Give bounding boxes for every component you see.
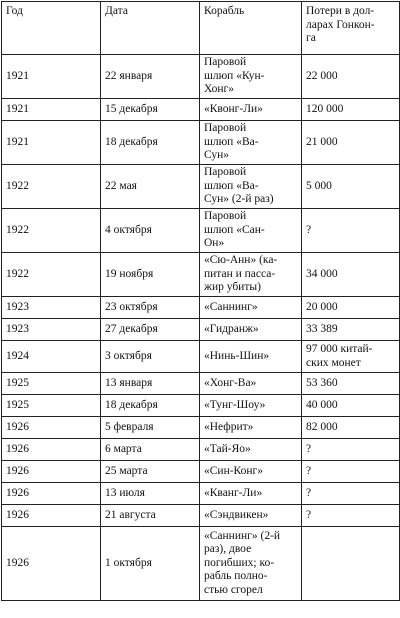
cell-ship: «Кванг-Ли» [200, 483, 302, 505]
table-row [2, 253, 400, 297]
cell-ship: «Тунг-Шоу» [200, 395, 302, 417]
cell-year: 1926 [2, 461, 101, 483]
piracy-losses-table [1, 1, 400, 601]
cell-date: 21 августа [101, 505, 200, 527]
cell-year: 1922 [2, 209, 101, 253]
cell-date: 22 января [101, 55, 200, 99]
table-row [2, 527, 400, 601]
cell-loss: 20 000 [302, 297, 400, 319]
cell-date: 27 декабря [101, 319, 200, 341]
cell-date: 25 марта [101, 461, 200, 483]
cell-year: 1926 [2, 417, 101, 439]
cell-ship: «Саннинг» [200, 297, 302, 319]
cell-year: 1925 [2, 395, 101, 417]
cell-loss: ? [302, 209, 400, 253]
cell-date: 15 декабря [101, 99, 200, 121]
cell-year: 1925 [2, 373, 101, 395]
table-row [2, 55, 400, 99]
cell-ship: «Хонг-Ва» [200, 373, 302, 395]
cell-year: 1923 [2, 297, 101, 319]
cell-loss: ? [302, 483, 400, 505]
table-row [2, 439, 400, 461]
cell-year: 1926 [2, 439, 101, 461]
cell-loss: 34 000 [302, 253, 400, 297]
table-row [2, 461, 400, 483]
cell-year: 1924 [2, 341, 101, 373]
cell-date: 22 мая [101, 165, 200, 209]
cell-date: 3 октября [101, 341, 200, 373]
cell-loss: 40 000 [302, 395, 400, 417]
cell-loss: 82 000 [302, 417, 400, 439]
cell-date: 13 января [101, 373, 200, 395]
header-year: Год [2, 2, 101, 55]
cell-ship: «Тай-Яо» [200, 439, 302, 461]
cell-loss: 5 000 [302, 165, 400, 209]
cell-ship: Паровой шлюп «Кун- Хонг» [200, 55, 302, 99]
table-row [2, 319, 400, 341]
table-row [2, 121, 400, 165]
cell-date: 5 февраля [101, 417, 200, 439]
table-row [2, 483, 400, 505]
cell-year: 1921 [2, 99, 101, 121]
cell-ship: «Сю-Анн» (ка- питан и пасса- жир убиты) [200, 253, 302, 297]
cell-year: 1921 [2, 121, 101, 165]
cell-ship: «Сэндвикен» [200, 505, 302, 527]
cell-year: 1926 [2, 483, 101, 505]
header-ship: Корабль [200, 2, 302, 55]
table-row [2, 99, 400, 121]
cell-loss: 33 389 [302, 319, 400, 341]
cell-year: 1922 [2, 165, 101, 209]
header-row [2, 2, 400, 55]
table-row [2, 417, 400, 439]
cell-ship: «Гидранж» [200, 319, 302, 341]
cell-ship: Паровой шлюп «Ва- Сун» [200, 121, 302, 165]
cell-loss: ? [302, 505, 400, 527]
cell-date: 6 марта [101, 439, 200, 461]
table-row [2, 165, 400, 209]
table-row [2, 505, 400, 527]
cell-date: 1 октября [101, 527, 200, 601]
header-date: Дата [101, 2, 200, 55]
cell-date: 13 июля [101, 483, 200, 505]
cell-ship: «Нинь-Шин» [200, 341, 302, 373]
table-row [2, 341, 400, 373]
cell-loss: ? [302, 439, 400, 461]
cell-loss: 120 000 [302, 99, 400, 121]
cell-year: 1922 [2, 253, 101, 297]
cell-loss: 21 000 [302, 121, 400, 165]
cell-ship: «Нефрит» [200, 417, 302, 439]
table-row [2, 297, 400, 319]
cell-loss: ? [302, 461, 400, 483]
cell-loss [302, 527, 400, 601]
cell-year: 1923 [2, 319, 101, 341]
cell-date: 19 ноября [101, 253, 200, 297]
table-body [2, 55, 400, 601]
cell-ship: «Син-Конг» [200, 461, 302, 483]
cell-ship: «Саннинг» (2-й раз), двое погибших; ко- рабль полно- стью сгорел [200, 527, 302, 601]
cell-loss: 97 000 китай- ских монет [302, 341, 400, 373]
cell-date: 23 октября [101, 297, 200, 319]
header-loss: Потери в дол- ларах Гонкон- га [302, 2, 400, 55]
table-row [2, 209, 400, 253]
cell-date: 18 декабря [101, 121, 200, 165]
cell-year: 1921 [2, 55, 101, 99]
cell-date: 18 декабря [101, 395, 200, 417]
cell-year: 1926 [2, 527, 101, 601]
table-header [2, 2, 400, 55]
cell-year: 1926 [2, 505, 101, 527]
cell-ship: Паровой шлюп «Ва- Сун» (2-й раз) [200, 165, 302, 209]
table-row [2, 373, 400, 395]
cell-date: 4 октября [101, 209, 200, 253]
table-row [2, 395, 400, 417]
cell-loss: 53 360 [302, 373, 400, 395]
cell-loss: 22 000 [302, 55, 400, 99]
cell-ship: «Квонг-Ли» [200, 99, 302, 121]
cell-ship: Паровой шлюп «Сан- Он» [200, 209, 302, 253]
